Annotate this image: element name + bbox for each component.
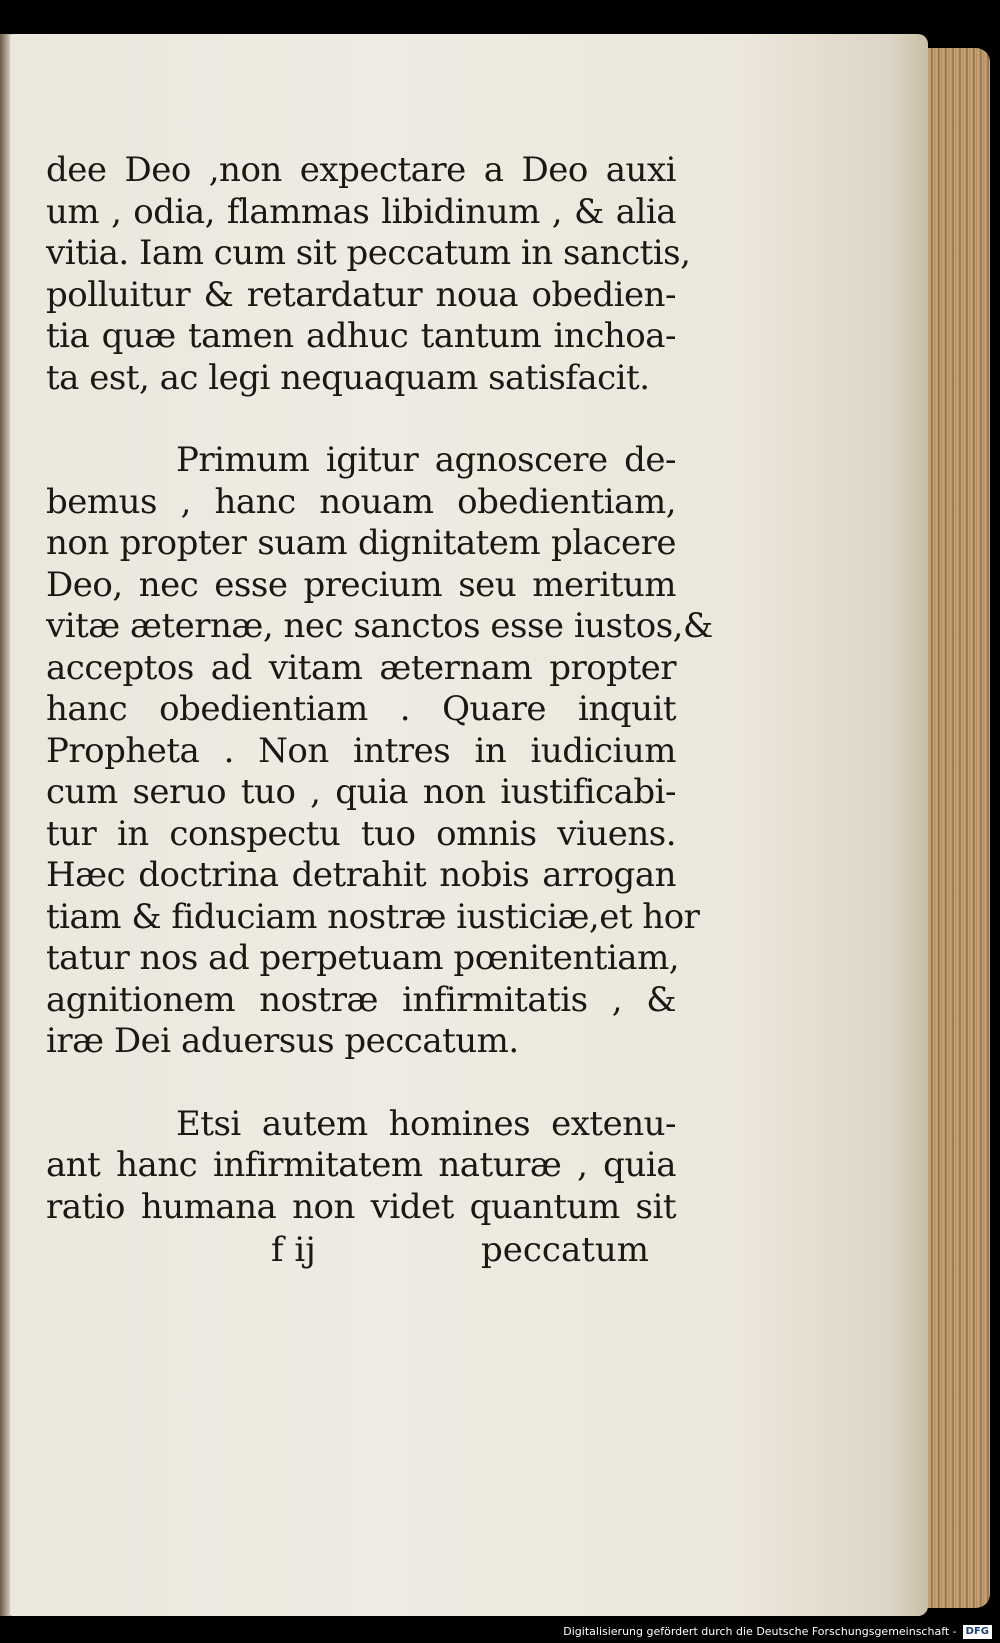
credit-text: Digitalisierung gefördert durch die Deutsche Forschungsgemeinschaft - xyxy=(563,1625,957,1638)
text-line: tia quæ tamen adhuc tantum inchoa- xyxy=(46,316,676,356)
text-line: tiam & fiduciam nostræ iusticiæ,et hor xyxy=(46,896,700,937)
paragraph-3 xyxy=(46,1104,676,1229)
paragraph-2 xyxy=(46,440,713,1063)
paragraph-1 xyxy=(46,150,691,399)
text-line: cum seruo tuo , quia non iustificabi- xyxy=(46,772,676,812)
text-line: ant hanc infirmitatem naturæ , quia xyxy=(46,1145,676,1185)
text-line: polluitur & retardatur noua obedien- xyxy=(46,274,676,315)
text-line: Propheta . Non intres in iudicium xyxy=(46,730,676,771)
text-line: vitia. Iam cum sit peccatum in sanctis, xyxy=(46,233,691,273)
text-line: tur in conspectu tuo omnis viuens. xyxy=(46,813,676,854)
catchword: peccatum xyxy=(481,1230,650,1270)
signature-mark: f ij xyxy=(271,1230,316,1270)
paragraph-gap xyxy=(46,399,676,440)
page-edges xyxy=(920,48,990,1608)
text-line: Etsi autem homines extenu- xyxy=(176,1103,676,1144)
text-line: tatur nos ad perpetuam pœnitentiam, xyxy=(46,938,680,978)
page-text xyxy=(46,150,713,1228)
paragraph-gap xyxy=(46,1063,676,1104)
funding-credit xyxy=(563,1621,992,1643)
text-line: iræ Dei aduersus peccatum. xyxy=(46,1021,519,1061)
text-line: Primum igitur agnoscere de- xyxy=(176,440,676,480)
text-line: ta est, ac legi nequaquam satisfacit. xyxy=(46,357,650,398)
dfg-logo: DFG xyxy=(963,1625,992,1639)
text-line: hanc obedientiam . Quare inquit xyxy=(46,689,676,729)
page-gutter xyxy=(0,34,10,1616)
text-line: um , odia, flammas libidinum , & alia xyxy=(46,191,676,232)
text-line: bemus , hanc nouam obedientiam, xyxy=(46,481,676,522)
text-line: non propter suam dignitatem placere xyxy=(46,523,676,563)
text-line: Deo, nec esse precium seu meritum xyxy=(46,564,676,605)
text-line: acceptos ad vitam æternam propter xyxy=(46,647,676,688)
text-line: dee Deo ,non expectare a Deo auxi xyxy=(46,150,676,190)
text-line: ratio humana non videt quantum sit xyxy=(46,1186,676,1227)
text-line: Hæc doctrina detrahit nobis arrogan xyxy=(46,855,676,895)
text-line: vitæ æternæ, nec sanctos esse iustos,& xyxy=(46,606,713,646)
text-line: agnitionem nostræ infirmitatis , & xyxy=(46,979,676,1020)
